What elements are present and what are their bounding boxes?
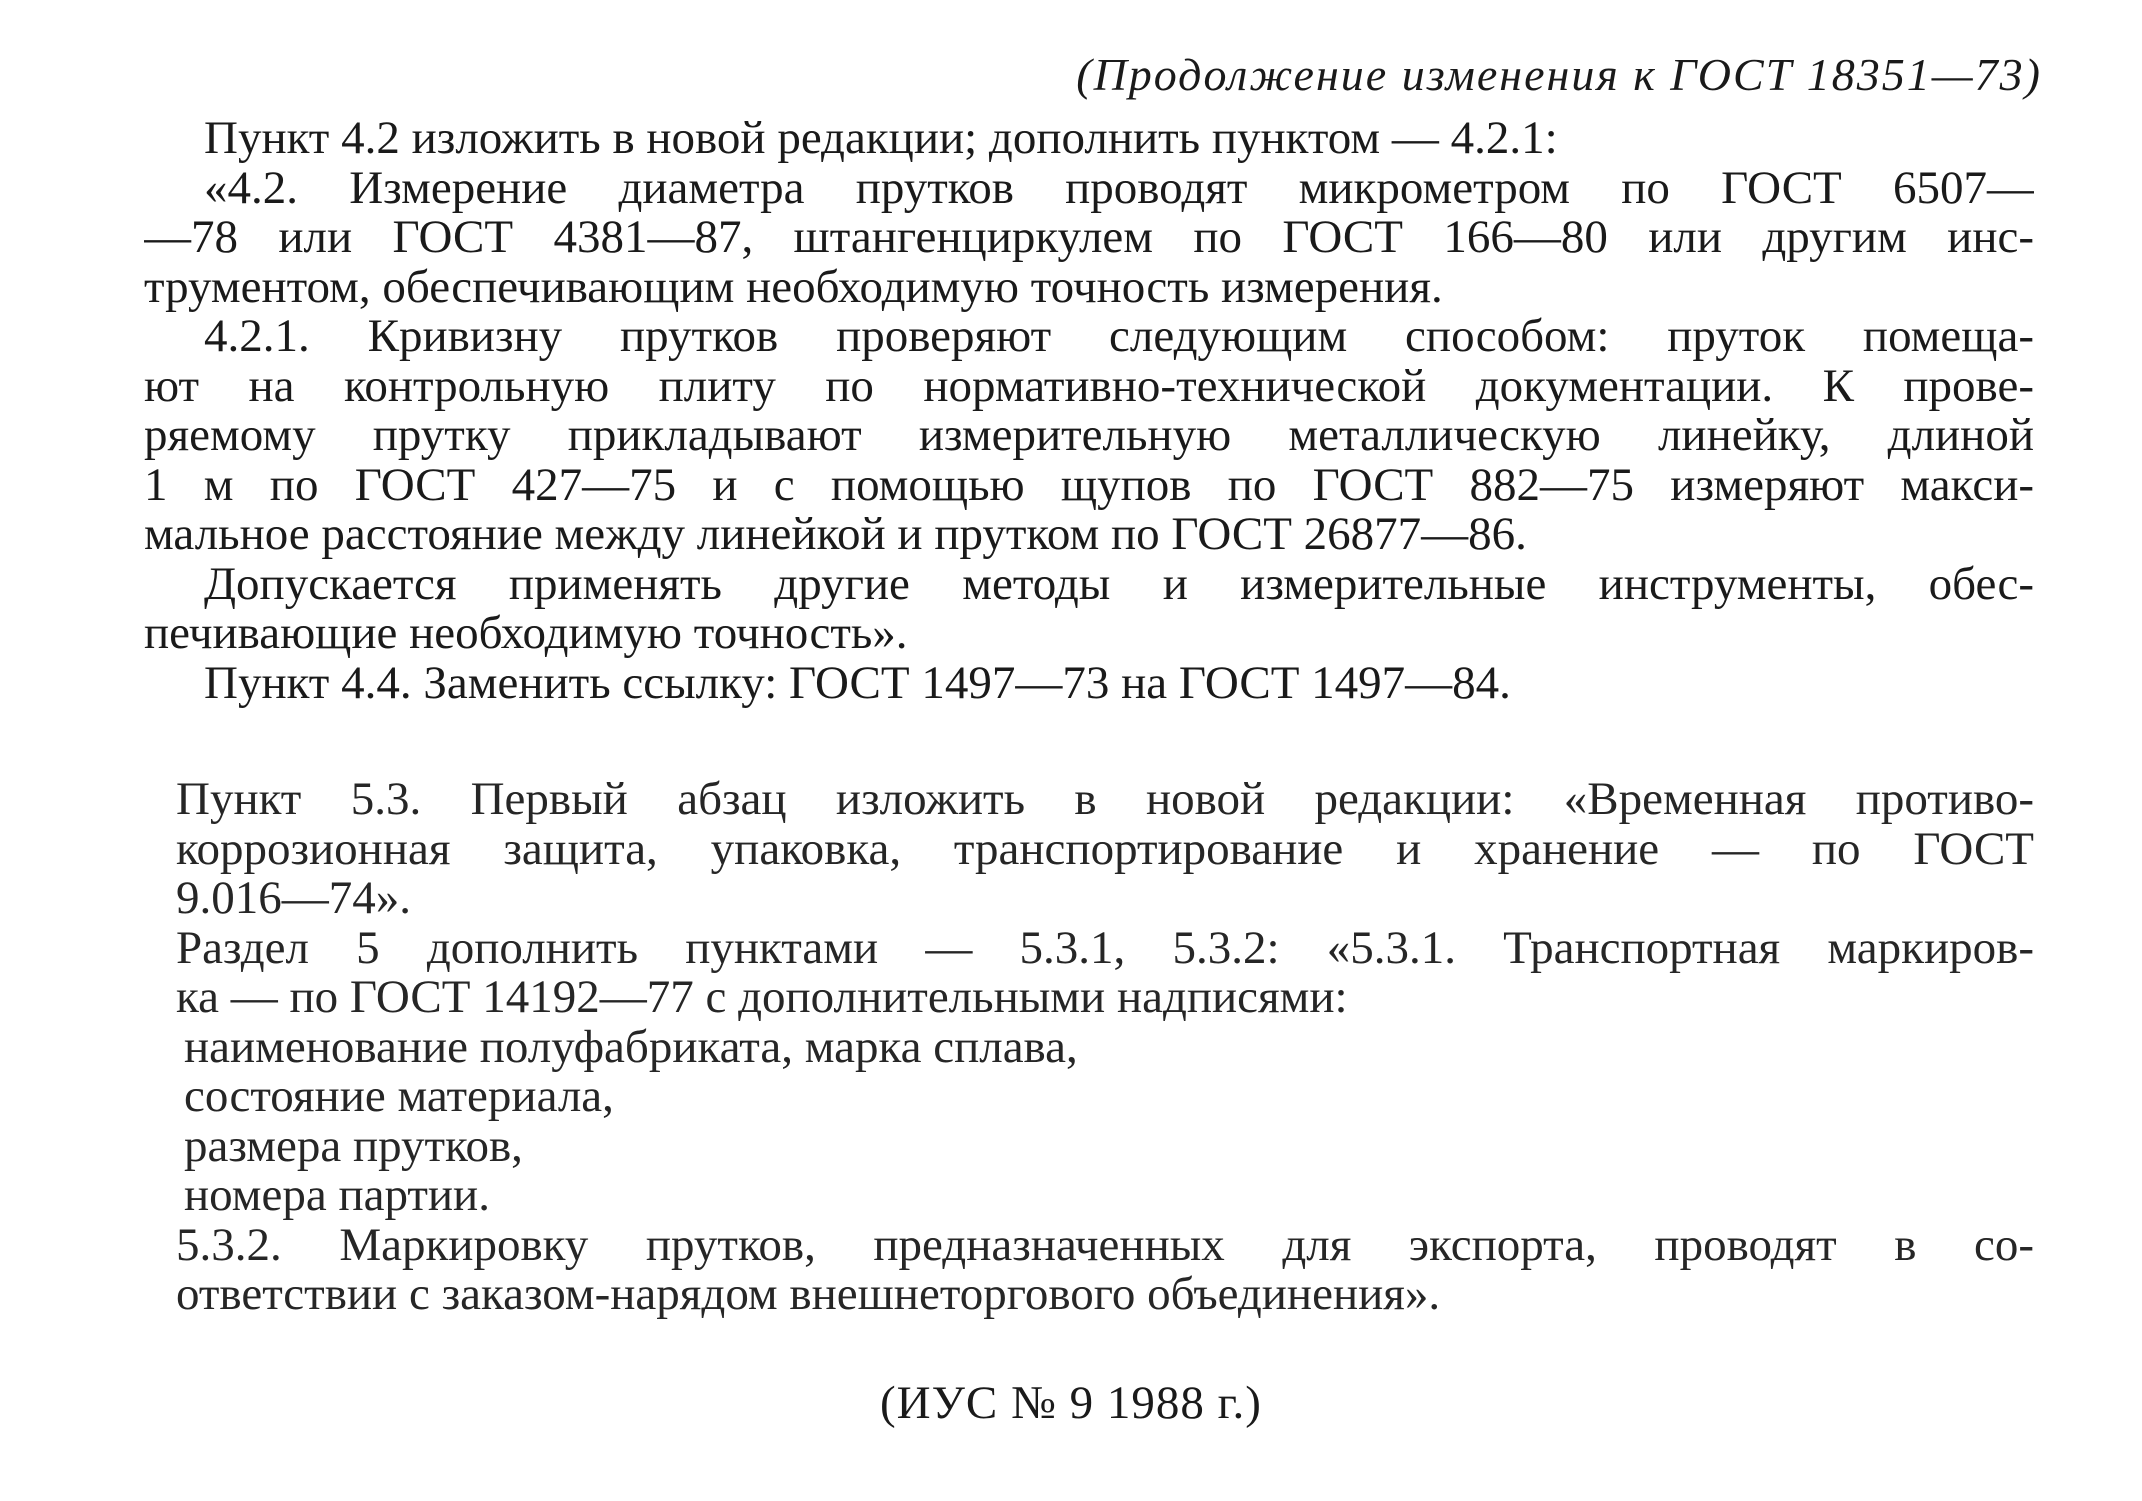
paragraph-line: 4.2.1. Кривизну прутков проверяют следующим способом: пруток помеща-: [204, 312, 2034, 362]
paragraph-line: ка — по ГОСТ 14192—77 с дополнительными надписями:: [176, 973, 1348, 1023]
marking-list-item: размера прутков,: [184, 1119, 523, 1172]
paragraph-line: трументом, обеспечивающим необходимую точность измерения.: [144, 262, 1443, 312]
paragraph-line: Пункт 5.3. Первый абзац изложить в новой редакции: «Временная противо-: [176, 775, 2034, 825]
paragraph-line: Пункт 4.2 изложить в новой редакции; дополнить пунктом — 4.2.1:: [204, 114, 1558, 164]
paragraph-line: коррозионная защита, упаковка, транспортирование и хранение — по ГОСТ: [176, 824, 2034, 874]
paragraph-line: Допускается применять другие методы и измерительные инструменты, обес-: [204, 559, 2034, 609]
paragraph-line: 9.016—74».: [176, 874, 411, 924]
marking-list-item: состояние материала,: [184, 1070, 614, 1122]
paragraph-line: 1 м по ГОСТ 427—75 и с помощью щупов по ГОСТ 882—75 измеряют макси-: [144, 460, 2034, 510]
paragraph-line: 5.3.2. Маркировку прутков, предназначенных для экспорта, проводят в со-: [176, 1220, 2034, 1270]
continuation-header: (Продолжение изменения к ГОСТ 18351—73): [1076, 49, 2042, 100]
paragraph-line: мальное расстояние между линейкой и прутком по ГОСТ 26877—86.: [144, 510, 1527, 560]
source-reference: (ИУС № 9 1988 г.): [880, 1377, 1262, 1429]
paragraph-line: ют на контрольную плиту по нормативно-технической документации. К прове-: [144, 361, 2034, 411]
paragraph-line: Пункт 4.4. Заменить ссылку: ГОСТ 1497—73 на ГОСТ 1497—84.: [204, 658, 1511, 708]
paragraph-line: печивающие необходимую точность».: [144, 609, 908, 659]
paragraph-line: ответствии с заказом-нарядом внешнеторгового объединения».: [176, 1270, 1441, 1320]
marking-list-item: номера партии.: [184, 1169, 490, 1221]
section-4-text: [144, 114, 2034, 708]
paragraph-line: ряемому прутку прикладывают измерительную металлическую линейку, длиной: [144, 411, 2034, 461]
section-5-text: [176, 775, 2034, 1320]
paragraph-line: Раздел 5 дополнить пунктами — 5.3.1, 5.3.2: «5.3.1. Транспортная маркиров-: [176, 923, 2034, 973]
paragraph-line: «4.2. Измерение диаметра прутков проводят микрометром по ГОСТ 6507—: [204, 163, 2034, 213]
marking-list-item: наименование полуфабриката, марка сплава,: [184, 1020, 1078, 1073]
paragraph-line: —78 или ГОСТ 4381—87, штангенциркулем по ГОСТ 166—80 или другим инс-: [144, 213, 2034, 263]
